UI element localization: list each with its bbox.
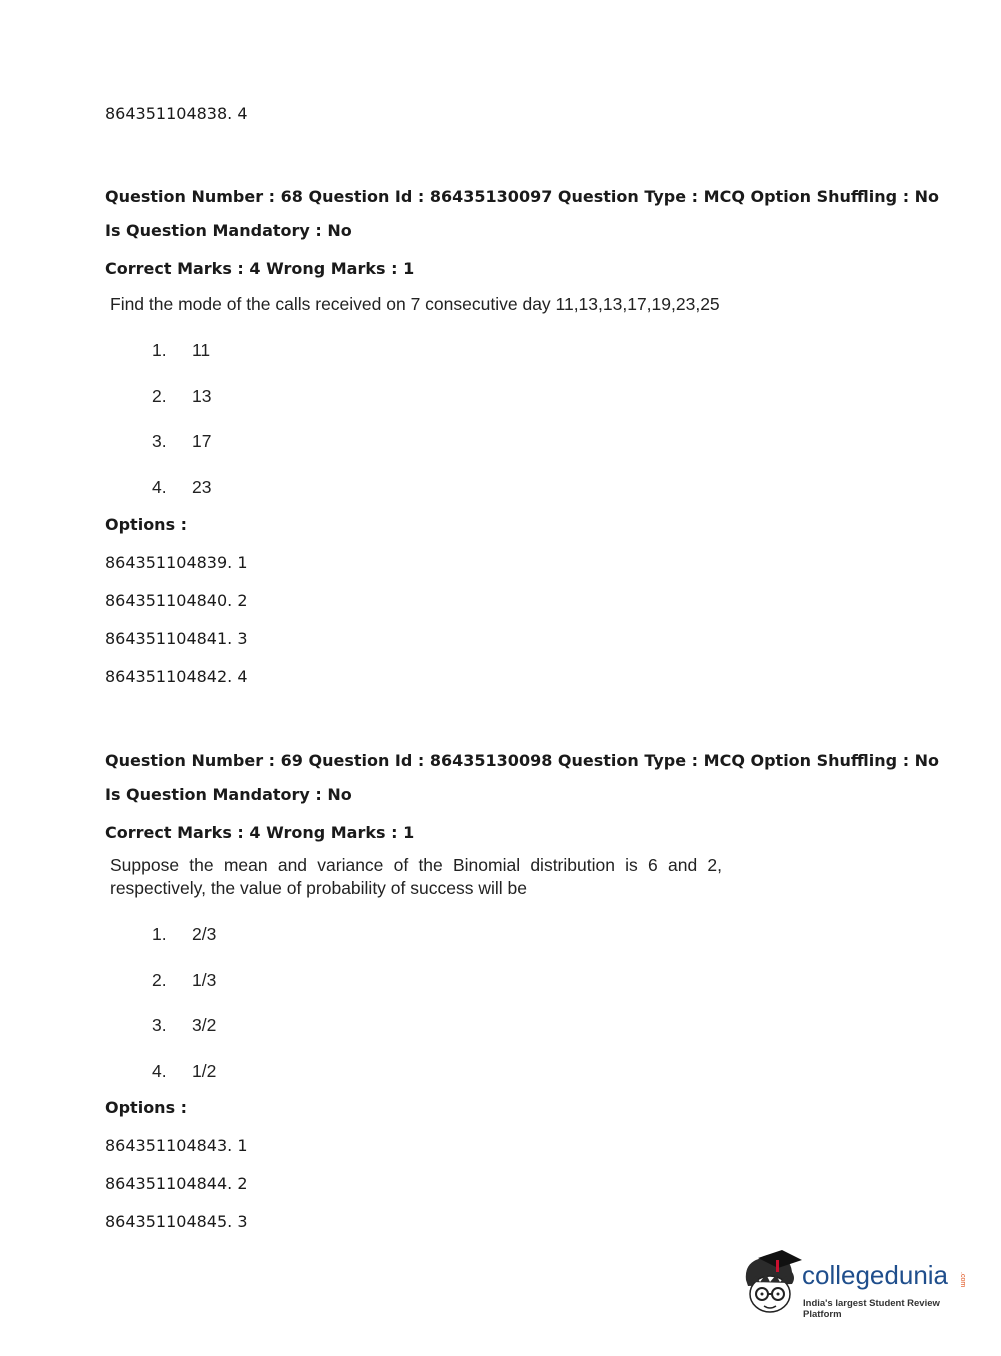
logo-dotcom: .com (959, 1272, 966, 1288)
options-label: Options : (105, 515, 188, 534)
choice-number: 3. (152, 1015, 167, 1035)
option-id-line: 864351104844. 2 (105, 1174, 248, 1193)
question-header: Question Number : 69 Question Id : 86435130098 Question Type : MCQ Option Shuffling : No (105, 751, 940, 770)
option-id-line: 864351104840. 2 (105, 591, 248, 610)
choice-item (152, 1015, 216, 1036)
collegedunia-logo[interactable] (740, 1250, 970, 1320)
question-marks: Correct Marks : 4 Wrong Marks : 1 (105, 823, 415, 842)
choice-item (152, 970, 216, 991)
choice-number: 1. (152, 924, 167, 944)
question-text: Find the mode of the calls received on 7 consecutive day 11,13,13,17,19,23,25 (110, 294, 720, 314)
choice-text: 1/3 (192, 970, 217, 990)
question-mandatory: Is Question Mandatory : No (105, 221, 352, 240)
choice-text: 2/3 (192, 924, 217, 944)
option-id-line: 864351104843. 1 (105, 1136, 248, 1155)
option-id-line: 864351104841. 3 (105, 629, 248, 648)
choice-number: 1. (152, 340, 167, 360)
choice-text: 1/2 (192, 1061, 217, 1081)
choice-number: 2. (152, 386, 167, 406)
choice-text: 13 (192, 386, 212, 406)
question-marks: Correct Marks : 4 Wrong Marks : 1 (105, 259, 415, 278)
choice-item (152, 924, 216, 945)
option-id-line: 864351104842. 4 (105, 667, 248, 686)
choice-number: 4. (152, 477, 167, 497)
choice-text: 23 (192, 477, 212, 497)
logo-tagline: India's largest Student Review Platform (803, 1298, 940, 1320)
question-header: Question Number : 68 Question Id : 86435130097 Question Type : MCQ Option Shuffling : No (105, 187, 940, 206)
choice-number: 4. (152, 1061, 167, 1081)
choice-item (152, 1061, 216, 1082)
choice-item (152, 386, 211, 407)
choice-text: 11 (192, 340, 211, 360)
choice-item (152, 340, 210, 361)
option-id-line: 864351104839. 1 (105, 553, 248, 572)
option-id-line: 864351104838. 4 (105, 104, 248, 123)
question-mandatory: Is Question Mandatory : No (105, 785, 352, 804)
choice-item (152, 477, 211, 498)
choice-text: 17 (192, 431, 212, 451)
logo-wordmark: collegedunia (802, 1260, 949, 1290)
option-id-line: 864351104845. 3 (105, 1212, 248, 1231)
choice-text: 3/2 (192, 1015, 217, 1035)
choice-number: 3. (152, 431, 167, 451)
question-text-line: respectively, the value of probability of success will be (110, 878, 527, 898)
choice-number: 2. (152, 970, 167, 990)
options-label: Options : (105, 1098, 188, 1117)
choice-item (152, 431, 211, 452)
mascot-icon (740, 1250, 802, 1320)
question-text-line: Suppose the mean and variance of the Binomial distribution is 6 and 2, (110, 855, 722, 875)
